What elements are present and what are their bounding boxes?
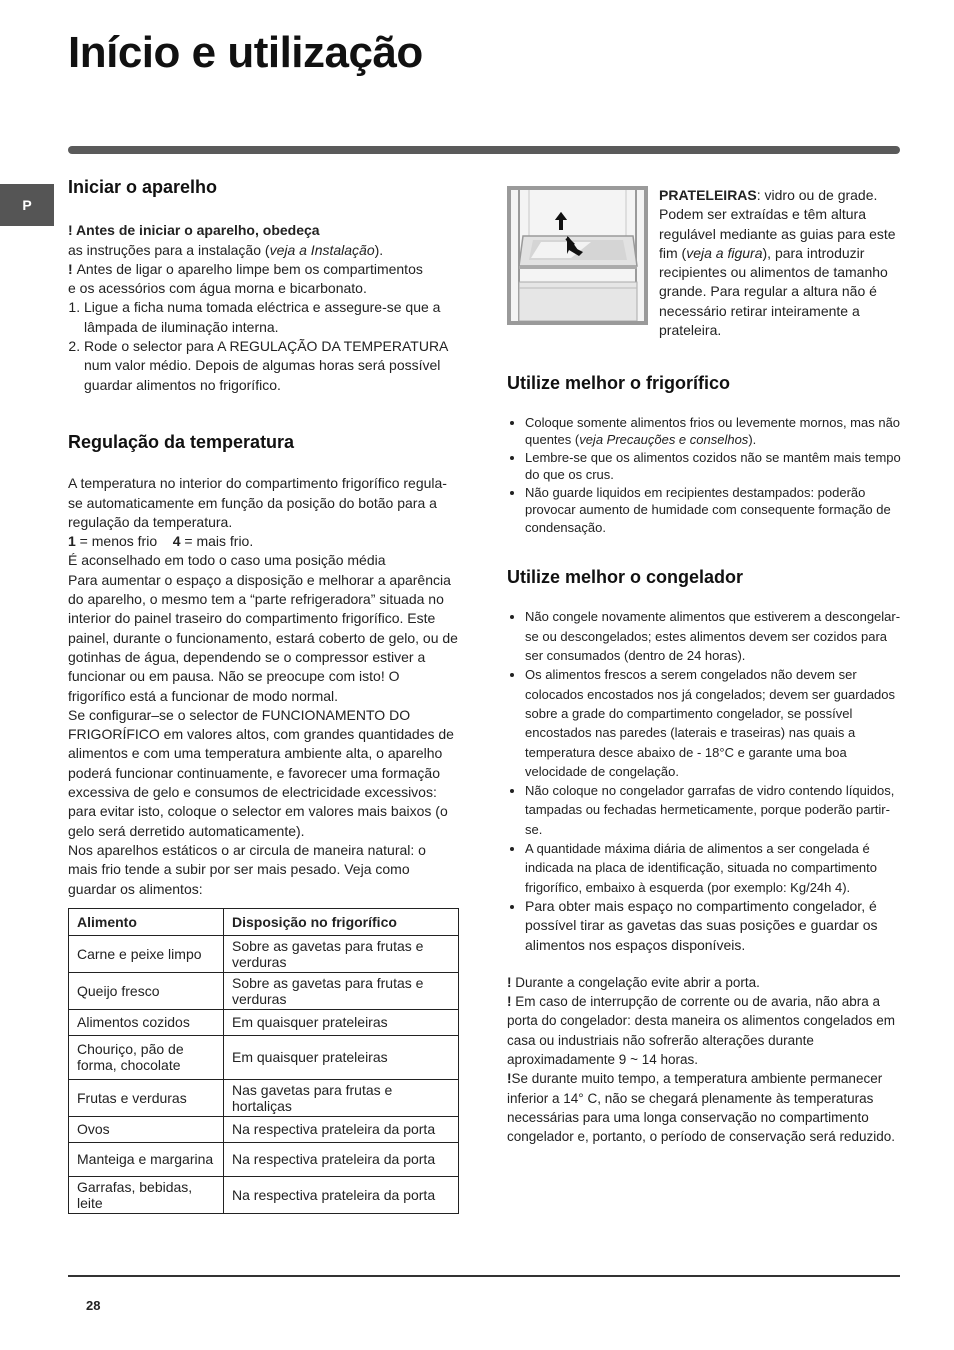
table-cell: Garrafas, bebidas, leite xyxy=(69,1176,224,1213)
top-divider xyxy=(68,146,900,154)
start-step: 2. Rode o selector para A REGULAÇÃO DA TEMPERATURA num valor médio. Depois de algumas horas será possível guardar alimentos no frigorífico. xyxy=(84,337,458,395)
warning-clean-text: Antes de ligar o aparelho limpe bem os compartimentos xyxy=(76,260,423,277)
heading-iniciar: Iniciar o aparelho xyxy=(68,177,218,197)
note-text: Em caso de interrupção de corrente ou de avaria, não abra a porta do congelador: desta maneira os alimentos congelados em casa ou industriais não sofrerão alterações durante aproximadamente 9 ~ 14 horas. xyxy=(507,994,895,1067)
scale-min-label: = menos frio xyxy=(75,533,158,550)
table-cell: Ovos xyxy=(69,1116,224,1142)
table-cell: Frutas e verduras xyxy=(69,1079,224,1116)
warning-mark: ! xyxy=(507,1071,512,1087)
tip-ref: veja Precauções e conselhos xyxy=(579,432,749,448)
warning-mark: ! xyxy=(507,994,516,1010)
regulacao-panel: Para aumentar o espaço a disposição e melhorar a aparência do aparelho, o mesmo tem a “parte refrigeradora” situada no interior do painel traseiro do compartimento frigorífico. Este painel, durante o funcionamento, estará coberto de gelo, ou de gotinhas de água, dependendo se o compressor estiver a funcionar ou em pausa. Não se preocupe com isto! O frigorífico está a funcionar de modo normal. xyxy=(68,571,458,704)
table-cell: Em quaisquer prateleiras xyxy=(224,1009,459,1035)
note-text: Se durante muito tempo, a temperatura ambiente permanecer inferior a 14° C, não se chegará plenamente às temperaturas necessárias para uma longa conservação no compartimento congelador e, portanto, o período de conservação será reduzido. xyxy=(507,1071,896,1145)
food-storage-table xyxy=(68,908,459,1214)
scale-min-value: 1 xyxy=(68,533,76,550)
table-header: Disposição no frigorífico xyxy=(224,908,459,935)
table-row xyxy=(69,1116,459,1142)
warning-install-bold: Antes de iniciar o aparelho, obedeça xyxy=(76,222,320,239)
list-item: • Não coloque no congelador garrafas de vidro contendo líquidos, tampadas ou fechadas hermeticamente, porque poderão partir-se. xyxy=(525,781,902,839)
prateleiras-desc: : vidro ou de grade. Podem ser extraídas e têm altura regulável mediante as guias para este fim ( xyxy=(659,187,896,261)
warning-install-text: as instruções para a instalação ( xyxy=(68,241,270,258)
table-cell: Queijo fresco xyxy=(69,972,224,1009)
list-item: • Para obter mais espaço no compartimento congelador, é possível tirar as gavetas das suas posições e guardar os alimentos nos espaços disponíveis. xyxy=(525,897,902,955)
table-cell: Na respectiva prateleira da porta xyxy=(224,1176,459,1213)
congelador-note xyxy=(507,973,902,992)
regulacao-selector: Se configurar–se o selector de FUNCIONAMENTO DO FRIGORÍFICO em valores altos, com grandes quantidades de alimentos e com uma temperatura ambiente alta, o aparelho poderá funcionar continuamente, e favorecer uma formação excessiva de gelo e consumos de electricidade excessivos: para evitar isto, coloque o selector em valores mais baixos (o gelo será derretido automaticamente). xyxy=(68,706,454,839)
warning-mark: ! xyxy=(507,974,516,990)
table-cell: Alimentos cozidos xyxy=(69,1009,224,1035)
list-item: • Lembre-se que os alimentos cozidos não se mantêm mais tempo do que os crus. xyxy=(525,449,902,484)
regulacao-intro: A temperatura no interior do compartimento frigorífico regula-se automaticamente em função da posição do botão para a regulação da temperatura. xyxy=(68,475,447,530)
prateleiras-label: PRATELEIRAS xyxy=(659,187,757,203)
note-text: Durante a congelação evite abrir a porta. xyxy=(515,974,760,990)
warning-mark: ! xyxy=(68,222,77,239)
table-header-row xyxy=(69,908,459,935)
table-cell: Carne e peixe limpo xyxy=(69,935,224,972)
warning-mark: ! xyxy=(68,260,77,277)
prateleiras-ref: veja a figura xyxy=(686,244,763,261)
tip-end: ). xyxy=(748,432,757,448)
table-row xyxy=(69,935,459,972)
table-row xyxy=(69,972,459,1009)
table-cell: Manteiga e margarina xyxy=(69,1142,224,1176)
table-cell: Chouriço, pão de forma, chocolate xyxy=(69,1035,224,1079)
table-cell: Nas gavetas para frutas e hortaliças xyxy=(224,1079,459,1116)
frigorifico-tips xyxy=(507,414,902,537)
table-row xyxy=(69,1035,459,1079)
table-row xyxy=(69,1176,459,1213)
congelador-note xyxy=(507,992,902,1069)
heading-frigorifico: Utilize melhor o frigorífico xyxy=(507,373,731,394)
scale-max-label: = mais frio. xyxy=(180,533,254,550)
start-steps xyxy=(68,298,458,394)
warning-clean xyxy=(68,260,458,279)
list-item: • A quantidade máxima diária de alimentos a ser congelada é indicada na placa de identificação, situada no compartimento frigorífico, embaixo à esquerda (por exemplo: Kg/24h 4). xyxy=(525,839,902,897)
language-tab: P xyxy=(0,184,54,226)
heading-congelador: Utilize melhor o congelador xyxy=(507,567,744,588)
shelf-illustration xyxy=(511,190,644,321)
congelador-note xyxy=(507,1069,902,1146)
table-cell: Sobre as gavetas para frutas e verduras xyxy=(224,935,459,972)
regulacao-advice: É aconselhado em todo o caso uma posição média xyxy=(68,552,386,569)
table-cell: Na respectiva prateleira da porta xyxy=(224,1142,459,1176)
table-cell: Sobre as gavetas para frutas e verduras xyxy=(224,972,459,1009)
heading-regulacao: Regulação da temperatura xyxy=(68,431,295,452)
table-row xyxy=(69,1009,459,1035)
table-cell: Em quaisquer prateleiras xyxy=(224,1035,459,1079)
table-row xyxy=(69,1079,459,1116)
tip-text: Coloque somente alimentos frios ou levemente mornos, mas não quentes ( xyxy=(525,414,901,448)
list-item: • Não congele novamente alimentos que estiverem a descongelar-se ou descongelados; estes alimentos devem ser cozidos para ser consumados (dentro de 24 horas). xyxy=(525,607,902,665)
congelador-tips xyxy=(507,607,902,954)
list-item: • Não guarde liquidos em recipientes destampados: poderão provocar aumento de humidade com consequente formação de condensação. xyxy=(525,484,902,537)
table-row xyxy=(69,1142,459,1176)
warning-clean-cont: e os acessórios com água morna e bicarbonato. xyxy=(68,280,367,297)
table-cell: Na respectiva prateleira da porta xyxy=(224,1116,459,1142)
regulacao-static: Nos aparelhos estáticos o ar circula de maneira natural: o mais frio tende a subir por ser mais pesado. Veja como guardar os alimentos: xyxy=(68,841,426,897)
page-number: 28 xyxy=(86,1298,101,1313)
prateleiras-text xyxy=(659,186,902,340)
scale-max-value: 4 xyxy=(172,533,181,550)
temperature-scale xyxy=(68,532,458,551)
list-item xyxy=(525,414,902,449)
bottom-divider xyxy=(68,1275,900,1277)
right-column xyxy=(507,186,902,1146)
table-header: Alimento xyxy=(69,908,224,935)
left-column xyxy=(68,178,458,1214)
warning-install-end: ). xyxy=(374,241,384,258)
list-item: • Os alimentos frescos a serem congelados não devem ser colocados encostados nos já congelados; devem ser guardados sobre a grade do compartimento congelador, se possível encostados nas paredes (laterais e traseiras) nas quais a temperatura desce abaixo de - 18°C e garante uma boa velocidade de congelação. xyxy=(525,665,902,781)
start-step: 1. Ligue a ficha numa tomada eléctrica e assegure-se que a lâmpada de iluminação interna. xyxy=(84,298,458,337)
page-title: Início e utilização xyxy=(68,28,423,77)
shelf-figure xyxy=(507,186,648,325)
warning-install-ref: veja a Instalação xyxy=(269,241,375,258)
prateleiras-desc-end: ), para introduzir recipientes ou alimentos de tamanho grande. Para regular a altura não é necessário retirar inteiramente a prateleira. xyxy=(659,244,888,339)
warning-install xyxy=(68,221,458,260)
